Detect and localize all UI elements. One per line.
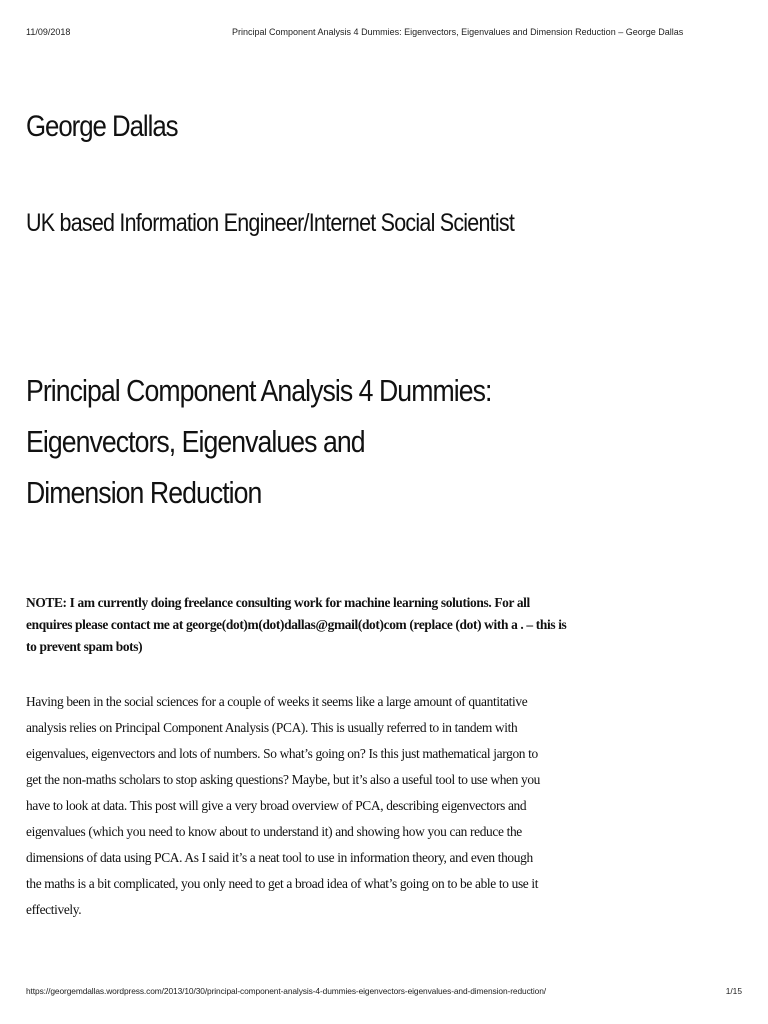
site-title[interactable]: George Dallas xyxy=(26,110,178,143)
paragraph-line: eigenvalues (which you need to know about to understand it) and showing how you can reduce the xyxy=(26,824,522,839)
post-title-line: Eigenvectors, Eigenvalues and xyxy=(26,424,365,459)
paragraph-line: dimensions of data using PCA. As I said it’s a neat tool to use in information theory, and even though xyxy=(26,850,533,865)
paragraph-line: Having been in the social sciences for a couple of weeks it seems like a large amount of quantitative xyxy=(26,694,528,709)
note-line: NOTE: I am currently doing freelance consulting work for machine learning solutions. For all xyxy=(26,595,530,610)
intro-paragraph xyxy=(26,689,586,923)
print-footer xyxy=(0,986,768,1000)
page-url: https://georgemdallas.wordpress.com/2013/10/30/principal-component-analysis-4-dummies-eigenvectors-eigenvalues-and-dimension-reduction/ xyxy=(26,986,546,996)
print-date: 11/09/2018 xyxy=(26,27,71,37)
note-line: to prevent spam bots) xyxy=(26,639,143,654)
freelance-note xyxy=(26,592,586,658)
site-tagline: UK based Information Engineer/Internet Social Scientist xyxy=(26,209,515,237)
paragraph-line: get the non-maths scholars to stop asking questions? Maybe, but it’s also a useful tool to use when you xyxy=(26,772,541,787)
note-line: enquires please contact me at george(dot)m(dot)dallas@gmail(dot)com (replace (dot) with a . – this is xyxy=(26,617,567,632)
post-title xyxy=(26,365,491,518)
post-title-line: Principal Component Analysis 4 Dummies: xyxy=(26,373,492,408)
paragraph-line: the maths is a bit complicated, you only need to get a broad idea of what’s going on to be able to use it xyxy=(26,876,539,891)
print-header xyxy=(0,27,768,41)
paragraph-line: effectively. xyxy=(26,902,82,917)
post-title-line: Dimension Reduction xyxy=(26,475,262,510)
page-number: 1/15 xyxy=(725,986,742,996)
paragraph-line: eigenvalues, eigenvectors and lots of numbers. So what’s going on? Is this just mathematical jargon to xyxy=(26,746,538,761)
paragraph-line: have to look at data. This post will give a very broad overview of PCA, describing eigenvectors and xyxy=(26,798,527,813)
print-document-title: Principal Component Analysis 4 Dummies: Eigenvectors, Eigenvalues and Dimension Reduction – George Dallas xyxy=(232,27,684,37)
paragraph-line: analysis relies on Principal Component Analysis (PCA). This is usually referred to in tandem with xyxy=(26,720,518,735)
